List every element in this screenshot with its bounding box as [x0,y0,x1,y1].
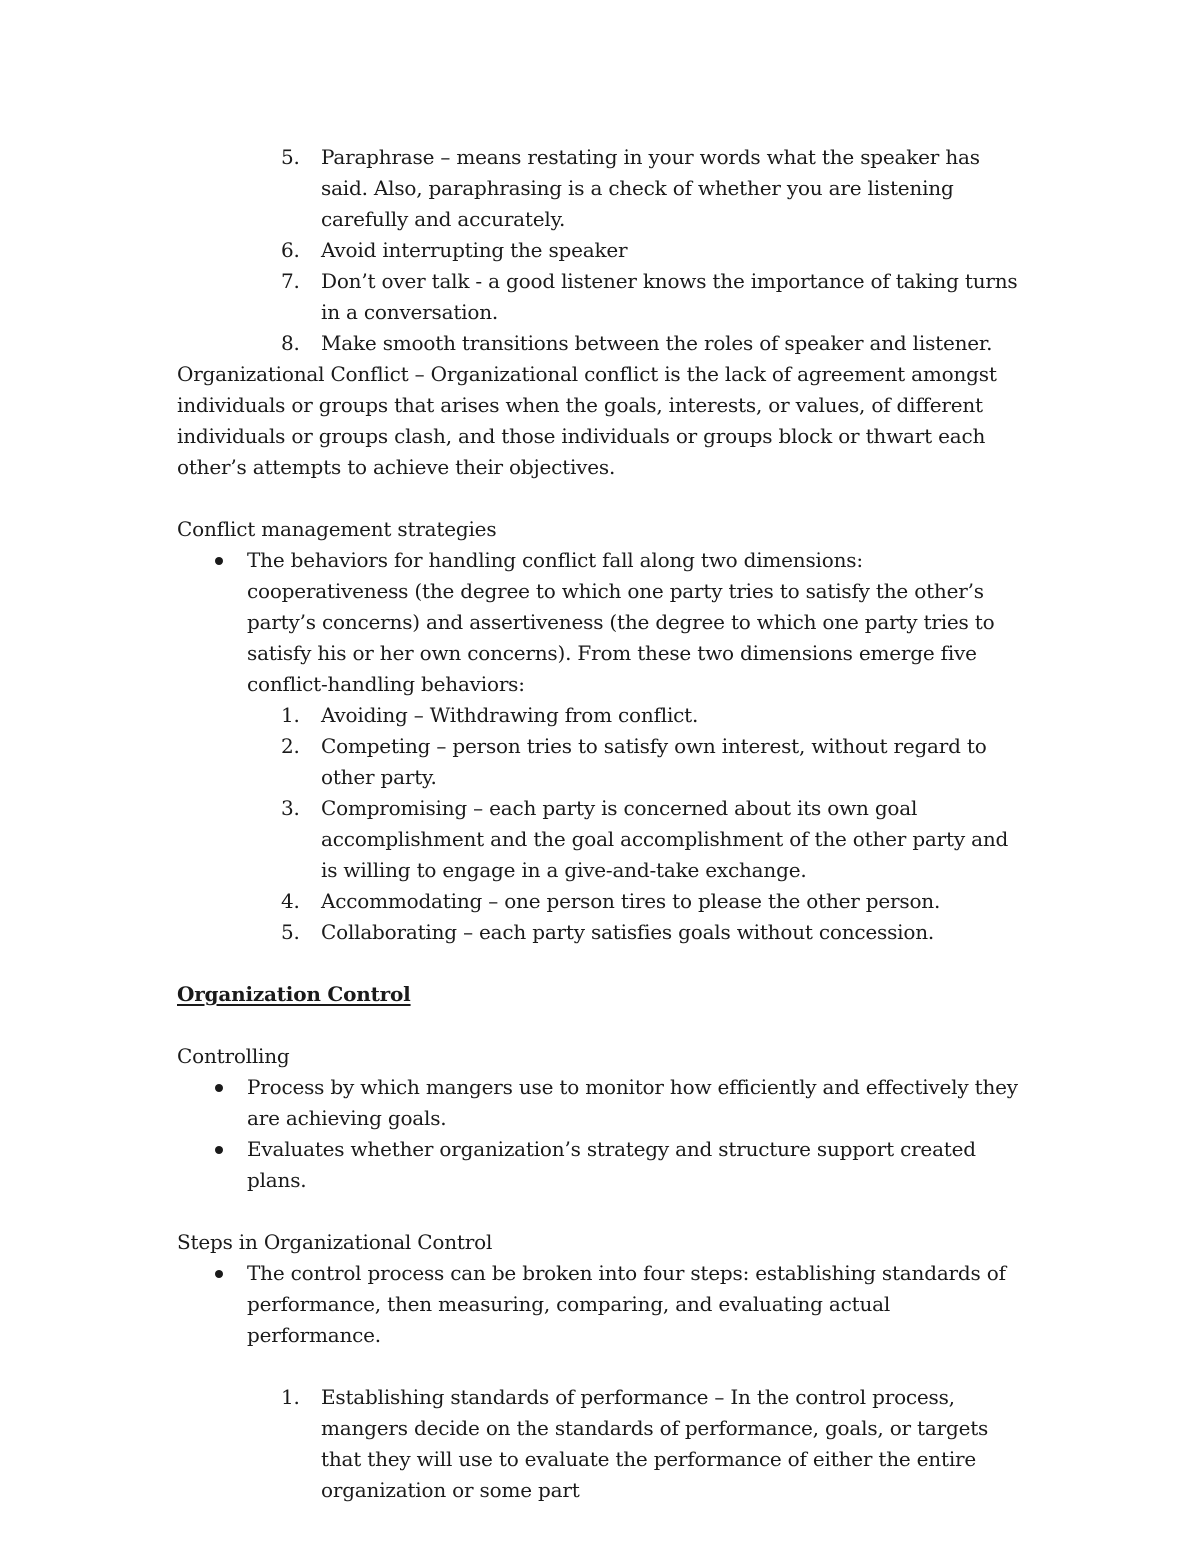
list-item [177,142,1027,235]
bullet-item [213,1072,1027,1134]
bullet-icon [213,545,247,576]
bullet-item [213,1258,1027,1351]
bullet-icon [213,1072,247,1103]
spacer [177,1351,1027,1382]
bullet-item [213,1134,1027,1196]
list-text: Don’t over talk - a good listener knows the importance of taking turns in a conversation. [321,269,1018,324]
bullet-item [213,545,1027,700]
list-item [177,328,1027,359]
steps-title: Steps in Organizational Control [177,1230,493,1254]
list-number: 1. [281,703,300,727]
bullet-text: Evaluates whether organization’s strategy and structure support created plans. [247,1137,976,1192]
list-number: 7. [281,269,300,293]
list-item [177,1382,1027,1506]
spacer [177,1010,1027,1041]
bullet-icon [213,1134,247,1165]
list-text: Accommodating – one person tires to please the other person. [321,889,941,913]
list-text: Paraphrase – means restating in your words what the speaker has said. Also, paraphrasing is a check of whether you are listening carefully and accurately. [321,145,980,231]
bullet-text: Process by which mangers use to monitor how efficiently and effectively they are achieving goals. [247,1075,1018,1130]
list-text: Avoid interrupting the speaker [321,238,628,262]
bullet-icon [213,1258,247,1289]
list-text: Compromising – each party is concerned about its own goal accomplishment and the goal accomplishment of the other party and is willing to engage in a give-and-take exchange. [321,796,1009,882]
list-item [177,886,1027,917]
listening-list [177,142,1027,359]
list-item [177,917,1027,948]
list-text: Avoiding – Withdrawing from conflict. [321,703,699,727]
section-heading: Organization Control [177,982,411,1006]
list-item [177,793,1027,886]
list-text: Collaborating – each party satisfies goals without concession. [321,920,935,944]
spacer [177,1196,1027,1227]
list-text: Establishing standards of performance – In the control process, mangers decide on the standards of performance, goals, or targets that they will use to evaluate the performance of either the entire organization or some part [321,1385,989,1502]
document-page [177,142,1027,1506]
list-number: 1. [281,1385,300,1409]
list-number: 6. [281,238,300,262]
list-number: 3. [281,796,300,820]
bullet-text: The behaviors for handling conflict fall along two dimensions: cooperativeness (the degree to which one party tries to satisfy the other’s party’s concerns) and assertiveness (the degree to which one party tries to satisfy his or her own concerns). From these two dimensions emerge five conflict-handling behaviors: [247,548,995,696]
conflict-strategies-title: Conflict management strategies [177,517,497,541]
list-item [177,235,1027,266]
list-number: 5. [281,145,300,169]
list-item [177,700,1027,731]
list-item [177,731,1027,793]
list-number: 8. [281,331,300,355]
bullet-text: The control process can be broken into four steps: establishing standards of performance, then measuring, comparing, and evaluating actual performance. [247,1261,1006,1347]
conflict-behaviors-list [177,700,1027,948]
list-item [177,266,1027,328]
list-number: 4. [281,889,300,913]
list-text: Make smooth transitions between the roles of speaker and listener. [321,331,993,355]
spacer [177,948,1027,979]
list-text: Competing – person tries to satisfy own interest, without regard to other party. [321,734,987,789]
organizational-conflict-paragraph: Organizational Conflict – Organizational conflict is the lack of agreement amongst individuals or groups that arises when the goals, interests, or values, of different individuals or groups clash, and those individuals or groups block or thwart each other’s attempts to achieve their objectives. [177,362,997,479]
list-number: 2. [281,734,300,758]
list-number: 5. [281,920,300,944]
controlling-title: Controlling [177,1044,290,1068]
spacer [177,483,1027,514]
